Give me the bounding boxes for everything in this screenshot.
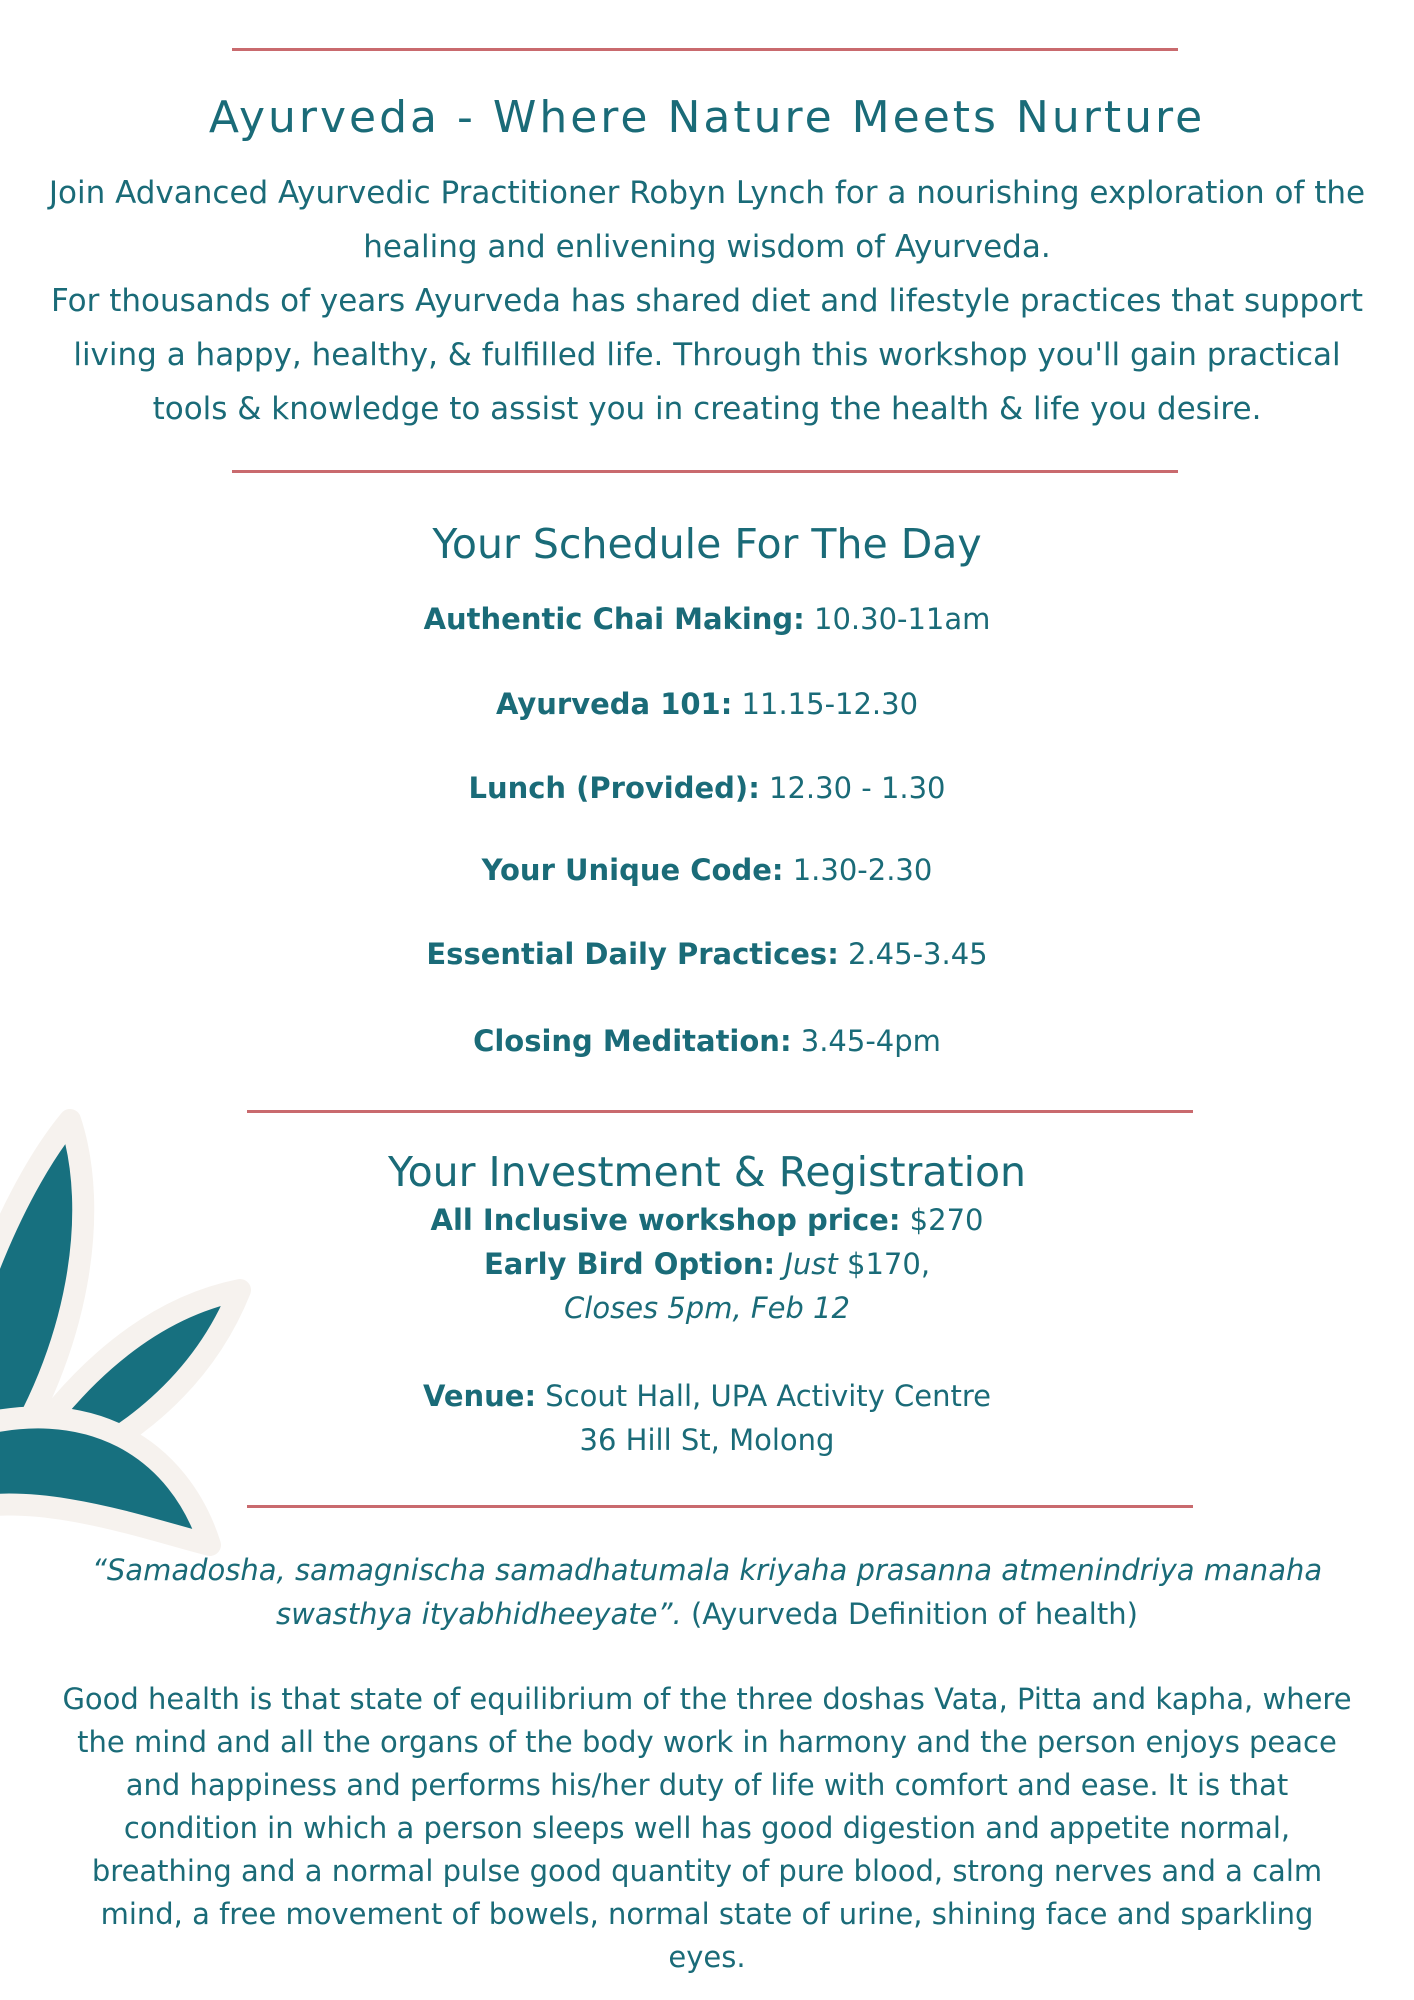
investment-title: Your Investment & Registration	[387, 1148, 1027, 1196]
early-bird-value: $170,	[847, 1247, 931, 1281]
schedule-title: Your Schedule For The Day	[432, 520, 982, 568]
schedule-item	[0, 687, 1414, 721]
divider-top	[232, 48, 1178, 51]
schedule-item	[0, 937, 1414, 971]
schedule-item-time: 10.30-11am	[814, 602, 991, 636]
schedule-item-time: 1.30-2.30	[792, 853, 933, 887]
schedule-item	[0, 853, 1414, 887]
venue-label: Venue:	[422, 1379, 537, 1413]
divider-investment	[247, 1505, 1193, 1508]
schedule-item-label: Closing Meditation:	[473, 1024, 792, 1058]
schedule-item-time: 3.45-4pm	[800, 1024, 941, 1058]
quote-source: (Ayurveda Definition of health)	[690, 1597, 1138, 1631]
early-bird-just: Just	[784, 1247, 838, 1281]
price-line	[0, 1198, 1414, 1242]
early-bird-closes	[0, 1286, 1414, 1330]
schedule-item-label: Essential Daily Practices:	[426, 937, 839, 971]
schedule-item	[0, 602, 1414, 636]
health-definition: Good health is that state of equilibrium of the three doshas Vata, Pitta and kapha, where the mind and all the organs of the body work in harmony and the person enjoys peace and happiness and performs his/her duty of life with comfort and ease. It is that condition in which a person sleeps well has good digestion and appetite normal, breathing and a normal pulse good quantity of pure blood, strong nerves and a calm mind, a free movement of bowels, normal state of urine, shining face and sparkling eyes.	[62, 1682, 1352, 1974]
schedule-item-label: Ayurveda 101:	[495, 687, 733, 721]
venue-address: 36 Hill St, Molong	[579, 1423, 835, 1457]
sanskrit-quote	[90, 1548, 1324, 1636]
early-bird-closes-text: Closes 5pm, Feb 12	[564, 1291, 850, 1325]
investment-details	[0, 1198, 1414, 1462]
intro-text	[40, 166, 1374, 436]
spacer	[0, 1330, 1414, 1374]
schedule-item-time: 2.45-3.45	[848, 937, 988, 971]
schedule-item-label: Authentic Chai Making:	[423, 602, 805, 636]
schedule-item-time: 11.15-12.30	[741, 687, 919, 721]
early-bird-label: Early Bird Option:	[483, 1247, 776, 1281]
venue-line-1: Scout Hall, UPA Activity Centre	[545, 1379, 992, 1413]
price-value: $270	[909, 1203, 984, 1237]
price-label: All Inclusive workshop price:	[430, 1203, 901, 1237]
schedule-item	[0, 1024, 1414, 1058]
divider-schedule	[247, 1110, 1193, 1113]
intro-paragraph-1: Join Advanced Ayurvedic Practitioner Robyn Lynch for a nourishing exploration of the healing and enlivening wisdom of Ayurveda.	[48, 175, 1366, 265]
quote-text: “Samadosha, samagnischa samadhatumala kriyaha prasanna atmenindriya manaha swasthya ityabhidheeyate”.	[91, 1553, 1323, 1631]
page-title: Ayurveda - Where Nature Meets Nurture	[208, 92, 1206, 143]
schedule-item	[0, 771, 1414, 805]
schedule-item-label: Lunch (Provided):	[468, 771, 760, 805]
schedule-item-time: 12.30 - 1.30	[769, 771, 946, 805]
venue-line	[0, 1374, 1414, 1418]
schedule-item-label: Your Unique Code:	[481, 853, 784, 887]
early-bird-line	[0, 1242, 1414, 1286]
intro-paragraph-2: For thousands of years Ayurveda has shared diet and lifestyle practices that support living a happy, healthy, & fulfilled life. Through this workshop you'll gain practical tools & knowledge to assist you in creating the health & life you desire.	[50, 283, 1364, 427]
divider-intro	[232, 470, 1178, 473]
